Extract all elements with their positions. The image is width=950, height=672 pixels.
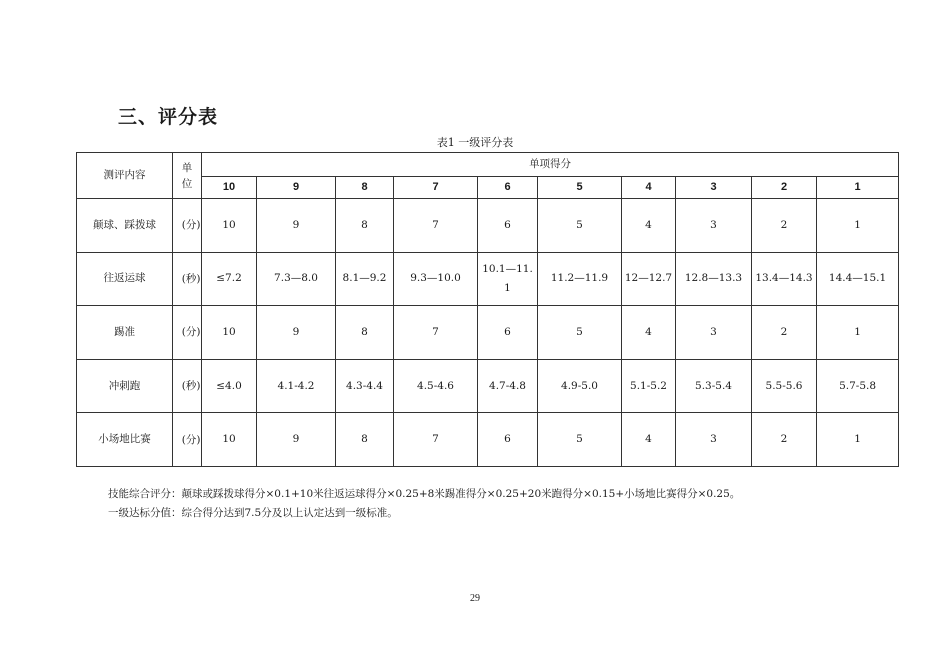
score-cell: 3: [676, 306, 752, 360]
score-cell: 7: [394, 306, 478, 360]
score-cell: 6: [478, 306, 538, 360]
score-cell: 5: [538, 413, 622, 467]
table-row: [77, 359, 899, 413]
score-cell: 9: [257, 306, 336, 360]
score-cell: 5.3-5.4: [676, 359, 752, 413]
score-cell: 10.1—11.1: [478, 252, 538, 306]
table-caption: 表1 一级评分表: [436, 136, 514, 149]
score-column-header: 5: [538, 177, 622, 199]
score-cell: 6: [478, 413, 538, 467]
score-cell: 8: [336, 413, 394, 467]
score-column-header: 10: [202, 177, 257, 199]
score-cell: ≤4.0: [202, 359, 257, 413]
score-cell: 8: [336, 199, 394, 253]
score-cell: 11.2—11.9: [538, 252, 622, 306]
score-cell: 4: [622, 199, 676, 253]
score-column-header: 8: [336, 177, 394, 199]
row-item: 往返运球: [77, 252, 173, 306]
row-item: 小场地比赛: [77, 413, 173, 467]
row-unit: (分): [173, 199, 202, 253]
score-cell: 8.1—9.2: [336, 252, 394, 306]
row-item: 踢准: [77, 306, 173, 360]
note-threshold: 一级达标分值：综合得分达到7.5分及以上认定达到一级标准。: [108, 507, 398, 519]
score-cell: 2: [752, 306, 817, 360]
table-row: [77, 413, 899, 467]
score-cell: 10: [202, 306, 257, 360]
score-cell: 14.4—15.1: [817, 252, 899, 306]
row-item: 颠球、踩拨球: [77, 199, 173, 253]
score-column-header: 6: [478, 177, 538, 199]
score-cell: 4: [622, 306, 676, 360]
score-cell: 5: [538, 199, 622, 253]
score-cell: 4: [622, 413, 676, 467]
table-row: [77, 199, 899, 253]
score-cell: 12.8—13.3: [676, 252, 752, 306]
score-cell: 10: [202, 199, 257, 253]
score-cell: 9: [257, 199, 336, 253]
score-cell: 10: [202, 413, 257, 467]
score-column-header: 7: [394, 177, 478, 199]
section-heading: 三、评分表: [118, 106, 219, 128]
score-cell: 4.9-5.0: [538, 359, 622, 413]
score-column-header: 4: [622, 177, 676, 199]
score-cell: 5.7-5.8: [817, 359, 899, 413]
table-row: [77, 306, 899, 360]
score-cell: 9: [257, 413, 336, 467]
row-unit: (分): [173, 413, 202, 467]
score-cell: 2: [752, 199, 817, 253]
page-number: 29: [470, 593, 480, 604]
table-row: [77, 252, 899, 306]
score-cell: 4.1-4.2: [257, 359, 336, 413]
score-cell: 1: [817, 306, 899, 360]
header-item: 测评内容: [77, 153, 173, 199]
score-column-header: 2: [752, 177, 817, 199]
score-cell: 5.5-5.6: [752, 359, 817, 413]
score-cell: 1: [817, 199, 899, 253]
score-cell: 7: [394, 199, 478, 253]
score-cell: 9.3—10.0: [394, 252, 478, 306]
score-cell: 3: [676, 413, 752, 467]
score-column-header: 3: [676, 177, 752, 199]
score-cell: 6: [478, 199, 538, 253]
row-unit: (分): [173, 306, 202, 360]
score-cell: 8: [336, 306, 394, 360]
header-score: 单项得分: [202, 153, 899, 177]
row-unit: (秒): [173, 252, 202, 306]
score-cell: 7: [394, 413, 478, 467]
score-cell: 7.3—8.0: [257, 252, 336, 306]
note-composite: 技能综合评分：颠球或踩拨球得分×0.1+10米往返运球得分×0.25+8米踢准得分×0.25+20米跑得分×0.15+小场地比赛得分×0.25。: [108, 488, 741, 500]
score-cell: 4.5-4.6: [394, 359, 478, 413]
score-cell: 12—12.7: [622, 252, 676, 306]
score-cell: 1: [817, 413, 899, 467]
score-cell: ≤7.2: [202, 252, 257, 306]
row-item: 冲刺跑: [77, 359, 173, 413]
score-cell: 5.1-5.2: [622, 359, 676, 413]
row-unit: (秒): [173, 359, 202, 413]
score-cell: 2: [752, 413, 817, 467]
score-cell: 4.3-4.4: [336, 359, 394, 413]
score-cell: 4.7-4.8: [478, 359, 538, 413]
score-table: [76, 152, 899, 467]
score-cell: 5: [538, 306, 622, 360]
score-column-header: 9: [257, 177, 336, 199]
score-cell: 3: [676, 199, 752, 253]
score-column-header: 1: [817, 177, 899, 199]
score-cell: 13.4—14.3: [752, 252, 817, 306]
header-unit: 单位: [173, 153, 202, 199]
